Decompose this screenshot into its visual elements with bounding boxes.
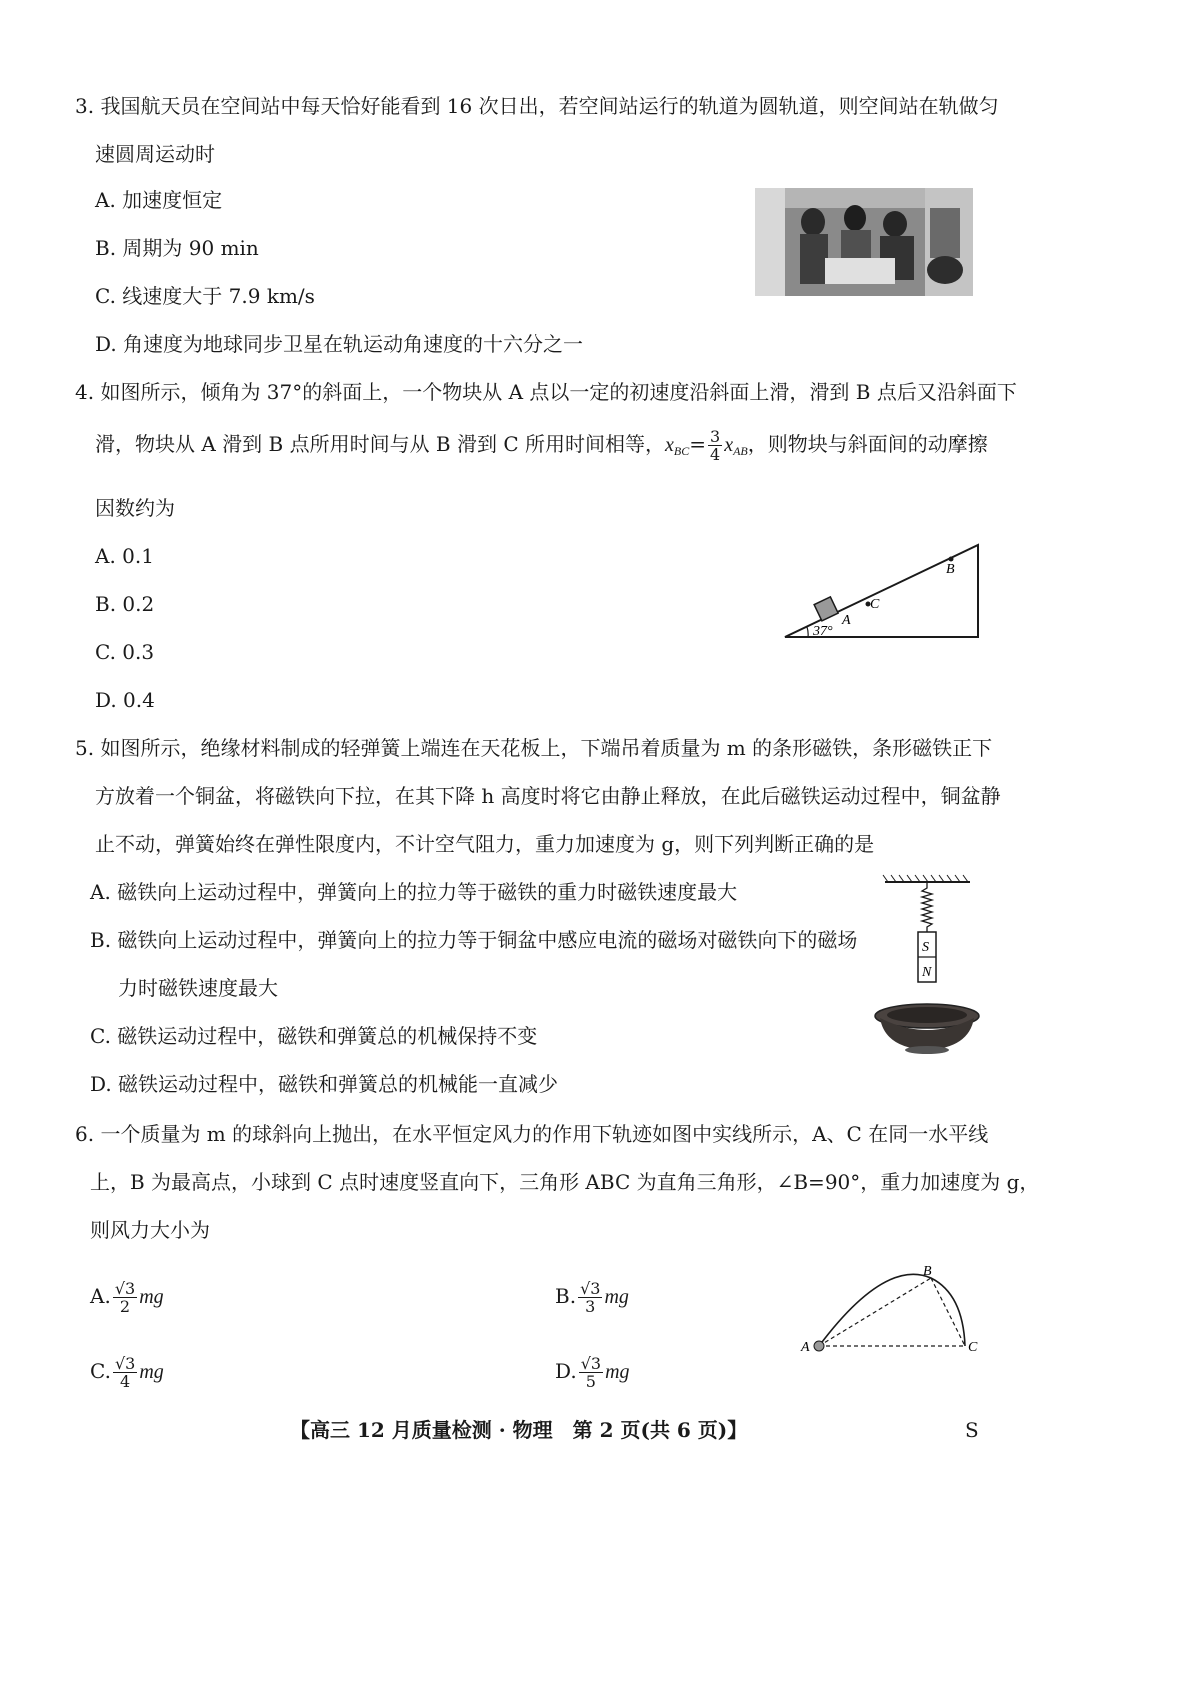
q4-frac-num: 3 xyxy=(710,427,721,446)
q6-option-d-den: 5 xyxy=(585,1372,596,1391)
q3-option-b: B. 周期为 90 min xyxy=(95,236,259,260)
point-c-label: C xyxy=(870,597,880,612)
q6-option-a xyxy=(90,1280,164,1315)
q4-frac-den: 4 xyxy=(710,445,721,464)
q4-stem-line1: 4. 如图所示，倾角为 37°的斜面上，一个物块从 A 点以一定的初速度沿斜面上滑，滑到 B 点后又沿斜面下 xyxy=(75,380,1017,404)
q6-option-d-letter: D. xyxy=(555,1359,577,1383)
q6-stem-line2: 上，B 为最高点，小球到 C 点时速度竖直向下，三角形 ABC 为直角三角形，∠B=90°，重力加速度为 g， xyxy=(90,1170,1040,1194)
q6-option-b-suffix: mg xyxy=(604,1286,629,1308)
space-station-photo xyxy=(755,188,973,296)
q3-option-d: D. 角速度为地球同步卫星在轨运动角速度的十六分之一 xyxy=(95,332,584,356)
q4-line2-after: ，则物块与斜面间的动摩擦 xyxy=(747,432,988,456)
q4-x-symbol-2: x xyxy=(724,434,734,456)
q4-stem-line3: 因数约为 xyxy=(95,496,175,520)
point-c-label: C xyxy=(968,1340,978,1355)
q3-stem-line2: 速圆周运动时 xyxy=(95,142,215,166)
q4-stem-line2 xyxy=(95,428,988,465)
angle-label: 37° xyxy=(813,624,833,639)
page-footer: 【高三 12 月质量检测 · 物理 第 2 页(共 6 页)】 xyxy=(290,1418,748,1442)
q5-stem-line2: 方放着一个铜盆，将磁铁向下拉，在其下降 h 高度时将它由静止释放，在此后磁铁运动过程中，铜盆静 xyxy=(95,784,1001,808)
q6-option-d xyxy=(555,1355,630,1390)
trajectory-curve xyxy=(819,1274,965,1346)
q6-option-c-suffix: mg xyxy=(139,1361,164,1383)
q3-stem-line1: 3. 我国航天员在空间站中每天恰好能看到 16 次日出，若空间站运行的轨道为圆轨道，则空间站在轨做匀 xyxy=(75,94,999,118)
q5-stem-line3: 止不动，弹簧始终在弹性限度内，不计空气阻力，重力加速度为 g，则下列判断正确的是 xyxy=(95,832,875,856)
q4-x-bc xyxy=(665,434,689,456)
q6-stem-line3: 则风力大小为 xyxy=(90,1218,210,1242)
q3-option-c: C. 线速度大于 7.9 km/s xyxy=(95,284,315,308)
q5-option-a: A. 磁铁向上运动过程中，弹簧向上的拉力等于磁铁的重力时磁铁速度最大 xyxy=(90,880,738,904)
q6-option-c-fraction xyxy=(113,1355,137,1390)
q6-option-c-letter: C. xyxy=(90,1359,111,1383)
q5-option-b-line1: B. 磁铁向上运动过程中，弹簧向上的拉力等于铜盆中感应电流的磁场对磁铁向下的磁场 xyxy=(90,928,858,952)
q4-line2-before: 滑，物块从 A 滑到 B 点所用时间与从 B 滑到 C 所用时间相等， xyxy=(95,432,665,456)
q4-equals: = xyxy=(689,432,706,456)
q3-option-a: A. 加速度恒定 xyxy=(95,188,223,212)
q4-option-b: B. 0.2 xyxy=(95,592,155,616)
q4-x-symbol: x xyxy=(665,434,674,456)
incline-diagram xyxy=(780,535,985,645)
q6-option-d-fraction xyxy=(579,1355,603,1390)
q6-option-b-letter: B. xyxy=(555,1284,577,1308)
q5-option-d: D. 磁铁运动过程中，磁铁和弹簧总的机械能一直减少 xyxy=(90,1072,559,1096)
q6-option-a-fraction xyxy=(113,1280,137,1315)
q6-option-b-fraction xyxy=(578,1280,602,1315)
q4-option-c: C. 0.3 xyxy=(95,640,155,664)
spring xyxy=(922,882,932,932)
copper-bowl xyxy=(875,1004,979,1054)
q5-stem-line1: 5. 如图所示，绝缘材料制成的轻弹簧上端连在天花板上，下端吊着质量为 m 的条形磁铁，条形磁铁正下 xyxy=(75,736,993,760)
q6-option-b-den: 3 xyxy=(585,1297,596,1316)
q6-option-c-den: 4 xyxy=(120,1372,131,1391)
q5-option-b-line2: 力时磁铁速度最大 xyxy=(118,976,278,1000)
point-a-label: A xyxy=(842,613,851,628)
q4-option-d: D. 0.4 xyxy=(95,688,155,712)
q4-option-a: A. 0.1 xyxy=(95,544,154,568)
point-a-label: A xyxy=(801,1340,810,1355)
q4-subscript-ab: AB xyxy=(733,444,748,458)
spring-magnet-diagram xyxy=(870,870,980,1060)
q6-option-a-den: 2 xyxy=(119,1297,131,1316)
q4-x-ab xyxy=(724,434,748,456)
q6-option-b-num: √3 xyxy=(580,1279,601,1298)
magnet-s-label: S xyxy=(922,940,929,955)
q6-option-d-suffix: mg xyxy=(605,1361,630,1383)
trajectory-diagram xyxy=(795,1262,985,1362)
q6-stem-line1: 6. 一个质量为 m 的球斜向上抛出，在水平恒定风力的作用下轨迹如图中实线所示，A、C 在同一水平线 xyxy=(75,1122,989,1146)
q6-option-c xyxy=(90,1355,164,1390)
q4-fraction xyxy=(708,428,722,463)
q6-option-b xyxy=(555,1280,629,1315)
q5-option-c: C. 磁铁运动过程中，磁铁和弹簧总的机械保持不变 xyxy=(90,1024,538,1048)
footer-corner-mark: S xyxy=(965,1418,979,1442)
q6-option-a-suffix: mg xyxy=(139,1286,164,1308)
q6-option-a-letter: A. xyxy=(90,1284,111,1308)
q6-option-a-num: √3 xyxy=(114,1279,136,1298)
q6-option-c-num: √3 xyxy=(114,1354,136,1373)
q6-option-d-num: √3 xyxy=(580,1354,602,1373)
point-b-label: B xyxy=(923,1264,932,1279)
magnet-n-label: N xyxy=(922,965,932,980)
ball xyxy=(814,1341,824,1351)
sliding-block xyxy=(814,597,838,621)
point-b-label: B xyxy=(946,562,955,577)
q4-subscript-bc: BC xyxy=(673,444,690,458)
